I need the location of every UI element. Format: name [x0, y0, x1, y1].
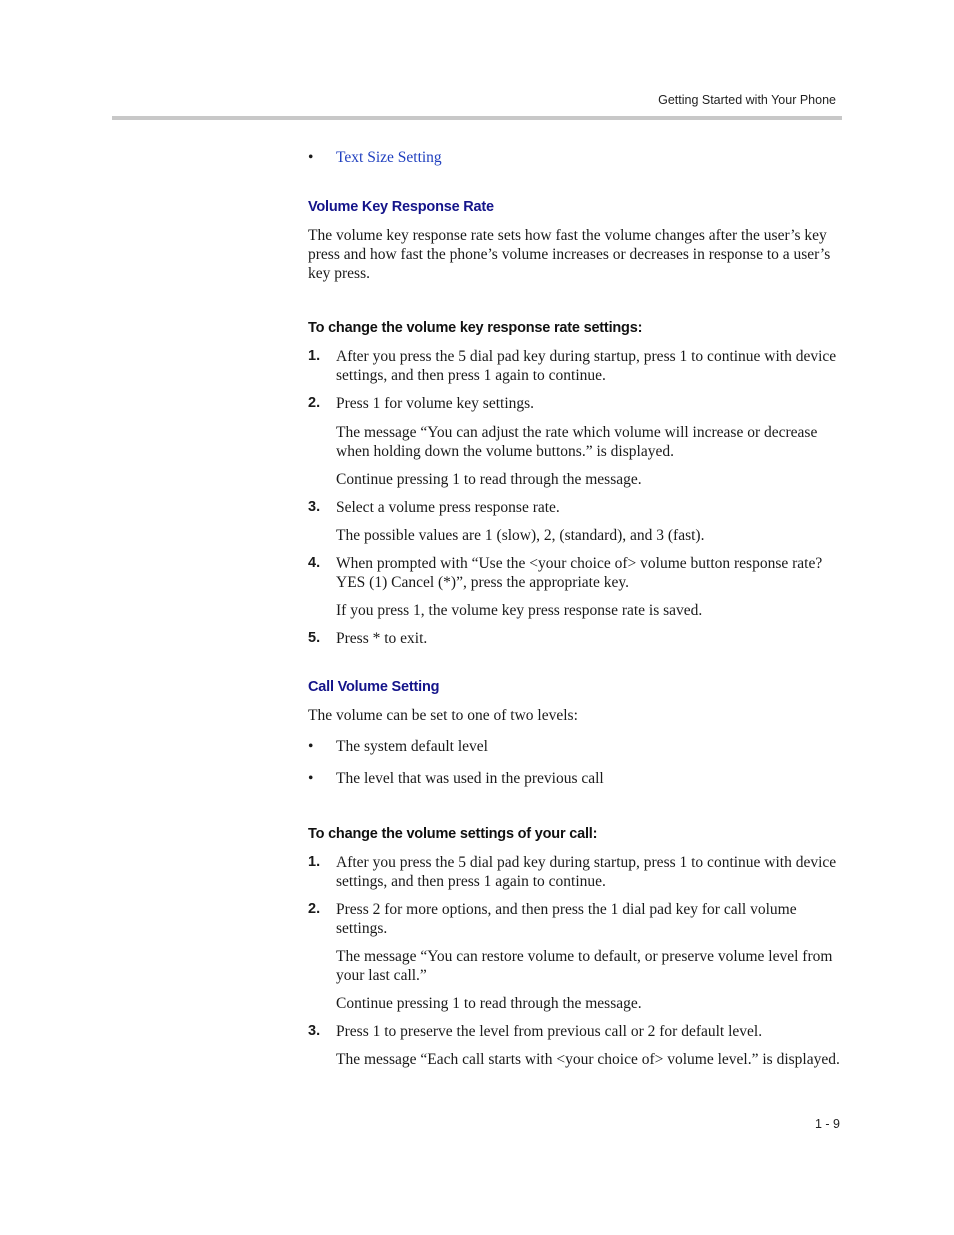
- call-volume-bullet-2: [308, 769, 842, 788]
- cv-step-2: [308, 900, 842, 938]
- vk-step-1: [308, 347, 842, 385]
- step-text: After you press the 5 dial pad key during startup, press 1 to continue with device settings, and then press 1 again to continue.: [336, 854, 837, 890]
- vk-step-4-note: If you press 1, the volume key press response rate is saved.: [336, 602, 703, 619]
- page-number: 1 - 9: [814, 1117, 840, 1131]
- section-heading-call-volume: Call Volume Setting: [308, 679, 440, 695]
- running-header: Getting Started with Your Phone: [658, 93, 836, 107]
- step-number: 1.: [308, 348, 321, 364]
- cv-step-2-note-2: Continue pressing 1 to read through the message.: [336, 995, 642, 1012]
- top-bullet: [308, 148, 842, 167]
- cv-step-1: [308, 853, 842, 891]
- step-number: 2.: [308, 395, 321, 411]
- cv-step-3-note: The message “Each call starts with <your choice of> volume level.” is displayed.: [336, 1051, 840, 1068]
- bullet-marker: •: [308, 770, 314, 787]
- procedure-heading-call-volume: To change the volume settings of your call:: [308, 826, 598, 842]
- bullet-text: The system default level: [336, 738, 488, 755]
- cv-step-2-note-1: The message “You can restore volume to default, or preserve volume level from your last call.”: [336, 948, 833, 984]
- step-text: Press 1 to preserve the level from previous call or 2 for default level.: [336, 1023, 763, 1040]
- step-number: 3.: [308, 499, 321, 515]
- step-number: 5.: [308, 630, 321, 646]
- vk-step-3: [308, 498, 842, 517]
- bullet-marker: •: [308, 738, 314, 755]
- bullet-marker: •: [308, 149, 314, 166]
- vk-step-2-note-1: The message “You can adjust the rate which volume will increase or decrease when holding down the volume buttons.” is displayed.: [336, 424, 818, 460]
- step-number: 2.: [308, 901, 321, 917]
- vk-step-4: [308, 554, 842, 592]
- vk-step-5: [308, 629, 842, 648]
- step-text: Press 1 for volume key settings.: [336, 395, 535, 412]
- step-number: 1.: [308, 854, 321, 870]
- header-rule: [112, 116, 842, 120]
- page-content: [308, 148, 842, 1069]
- vk-step-2-note-2: Continue pressing 1 to read through the message.: [336, 471, 642, 488]
- step-text: When prompted with “Use the <your choice of> volume button response rate? YES (1) Cancel (*)”, press the appropriate key.: [336, 555, 823, 591]
- step-number: 4.: [308, 555, 321, 571]
- call-volume-intro: The volume can be set to one of two levels:: [308, 707, 578, 724]
- vk-step-3-note: The possible values are 1 (slow), 2, (standard), and 3 (fast).: [336, 527, 705, 544]
- step-text: After you press the 5 dial pad key during startup, press 1 to continue with device settings, and then press 1 again to continue.: [336, 348, 837, 384]
- volume-key-intro: The volume key response rate sets how fast the volume changes after the user’s key press and how fast the phone’s volume increases or decreases in response to a user’s key press.: [308, 227, 831, 282]
- step-text: Press * to exit.: [336, 630, 428, 647]
- step-text: Press 2 for more options, and then press the 1 dial pad key for call volume settings.: [336, 901, 797, 937]
- step-text: Select a volume press response rate.: [336, 499, 560, 516]
- call-volume-bullet-1: [308, 737, 842, 756]
- text-size-setting-link[interactable]: Text Size Setting: [336, 149, 442, 166]
- vk-step-2: [308, 394, 842, 413]
- procedure-heading-volume-key: To change the volume key response rate settings:: [308, 320, 643, 336]
- cv-step-3: [308, 1022, 842, 1041]
- step-number: 3.: [308, 1023, 321, 1039]
- section-heading-volume-key: Volume Key Response Rate: [308, 199, 494, 215]
- bullet-text: The level that was used in the previous call: [336, 770, 604, 787]
